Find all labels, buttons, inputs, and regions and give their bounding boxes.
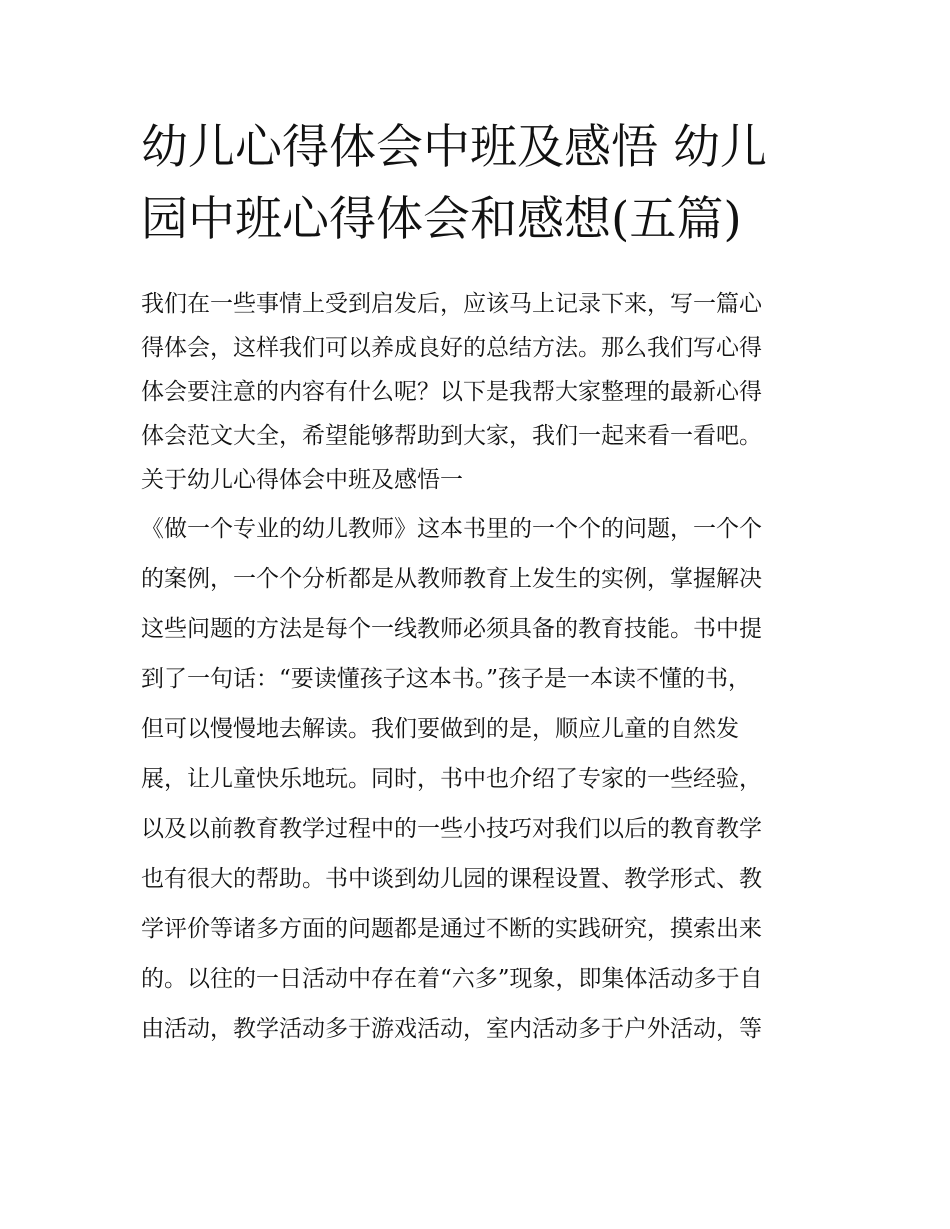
body-line: 也有很大的帮助。书中谈到幼儿园的课程设置、教学形式、教 <box>141 866 762 892</box>
intro-line: 得体会，这样我们可以养成良好的总结方法。那么我们写心得 <box>141 335 762 361</box>
body-line: 以及以前教育教学过程中的一些小技巧对我们以后的教育教学 <box>141 816 762 842</box>
title-line: 园中班心得体会和感想(五篇) <box>141 192 742 247</box>
section-heading: 关于幼儿心得体会中班及感悟一 <box>141 467 463 493</box>
document-title <box>141 112 813 256</box>
body-line: 学评价等诸多方面的问题都是通过不断的实践研究，摸索出来 <box>141 916 762 942</box>
body-line: 这些问题的方法是每个一线教师必须具备的教育技能。书中提 <box>141 616 762 642</box>
document-content <box>141 112 813 1054</box>
body-line: 的案例，一个个分析都是从教师教育上发生的实例，掌握解决 <box>141 566 762 592</box>
body-line: 展，让儿童快乐地玩。同时，书中也介绍了专家的一些经验， <box>141 766 762 792</box>
title-line: 幼儿心得体会中班及感悟 幼儿 <box>141 120 767 175</box>
intro-line: 体会范文大全，希望能够帮助到大家，我们一起来看一看吧。 <box>141 423 762 449</box>
body-line: 的。以往的一日活动中存在着“六多”现象，即集体活动多于自 <box>141 966 763 992</box>
body-line: 《做一个专业的幼儿教师》这本书里的一个个的问题，一个个 <box>141 516 762 542</box>
intro-line: 我们在一些事情上受到启发后，应该马上记录下来，写一篇心 <box>141 291 762 317</box>
body-line: 由活动，教学活动多于游戏活动，室内活动多于户外活动，等 <box>141 1016 762 1042</box>
body-line: 到了一句话：“要读懂孩子这本书。”孩子是一本读不懂的书， <box>141 666 752 692</box>
intro-line: 体会要注意的内容有什么呢？以下是我帮大家整理的最新心得 <box>141 379 762 405</box>
body-line: 但可以慢慢地去解读。我们要做到的是，顺应儿童的自然发 <box>141 716 739 742</box>
intro-paragraph <box>141 282 813 458</box>
section-one <box>141 458 813 1054</box>
body-paragraph <box>141 504 813 1054</box>
